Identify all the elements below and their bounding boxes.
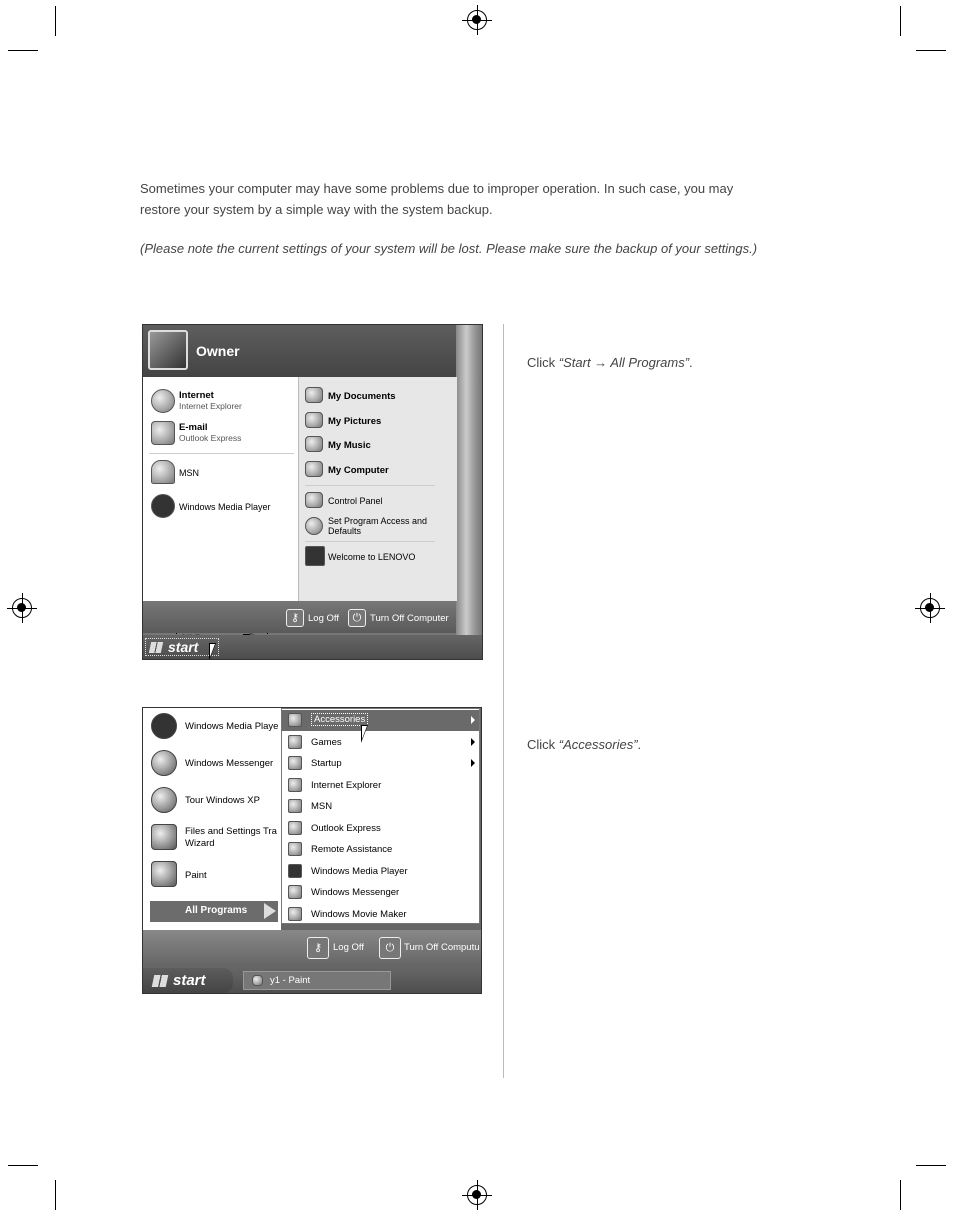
files-settings-icon [151,824,177,850]
menu-item-label-2: Wizard [185,838,215,849]
mouse-cursor-icon [361,725,375,743]
desktop-background [456,325,482,635]
menu-item-label: Games [311,737,342,748]
pinned-programs-panel [143,377,298,601]
messenger-icon [151,750,177,776]
menu-item-welcome-lenovo[interactable] [305,546,453,568]
places-panel [298,377,457,601]
turn-off-computer-button[interactable]: Turn Off Computu [404,942,480,953]
menu-item-outlook-express[interactable] [282,818,479,839]
menu-item-internet[interactable] [149,387,294,415]
paint-icon [252,975,263,986]
menu-item-label: MSN [311,801,333,812]
step-2-suffix: . [637,737,642,752]
menu-item-program-access[interactable] [305,515,453,539]
crop-mark [900,6,901,36]
menu-item-label: Paint [185,870,207,881]
menu-item-label: Windows Movie Maker [311,909,407,920]
media-player-icon [151,713,177,739]
registration-mark-icon [467,10,487,30]
media-player-icon [151,494,175,518]
menu-item-files-settings[interactable] [149,821,281,855]
registration-mark-icon [12,598,32,618]
all-programs-arrow-icon [264,903,276,919]
step-2-instruction [527,737,641,752]
folder-icon [305,387,323,403]
crop-mark [8,50,38,51]
paint-icon [151,861,177,887]
menu-item-label: Welcome to LENOVO [328,552,416,562]
menu-item-label: Windows Messenger [185,758,274,769]
menu-item-media-player[interactable] [149,711,281,741]
menu-item-control-panel[interactable] [305,492,453,512]
windows-flag-icon [149,642,163,653]
step-1-instruction [527,355,693,370]
separator [305,541,435,542]
program-group-icon [288,713,302,727]
menu-item-internet-explorer[interactable] [282,775,479,796]
menu-item-my-documents[interactable] [305,387,453,407]
menu-item-label: Set Program Access and [328,516,428,526]
menu-item-email[interactable] [149,419,294,447]
step-1-action: “Start → All Programs” [558,355,690,370]
menu-item-messenger[interactable] [149,748,281,778]
menu-item-title: MSN [179,468,199,478]
start-menu-footer [143,930,482,966]
menu-item-media-player[interactable] [149,493,294,519]
step-2-action: “Accessories” [558,737,638,752]
menu-item-label: My Documents [328,391,396,402]
all-programs-button[interactable] [150,901,278,922]
all-programs-label: All Programs [185,905,248,916]
taskbar [143,968,482,993]
separator [305,485,435,486]
menu-item-label: Remote Assistance [311,844,393,855]
folder-icon [305,412,323,428]
menu-item-startup[interactable] [282,753,479,774]
menu-item-label: Control Panel [328,496,383,506]
crop-mark [55,6,56,36]
separator [149,453,294,454]
power-icon[interactable]: ⏻ [379,937,401,959]
program-group-icon [288,756,302,770]
menu-item-label: Files and Settings Tra [185,826,277,837]
menu-item-msn[interactable] [149,459,294,485]
tour-icon [151,787,177,813]
mouse-cursor-icon [209,643,223,660]
menu-item-label: My Music [328,440,371,451]
step-1-suffix: . [689,355,693,370]
start-label: start [168,639,199,655]
menu-item-label: Accessories [311,713,368,726]
step-2-prefix: Click [527,737,559,752]
log-off-button[interactable]: Log Off [333,942,364,953]
menu-item-label: Startup [311,758,342,769]
program-group-icon [288,735,302,749]
remote-assistance-icon [288,842,302,856]
submenu-arrow-icon [471,738,475,746]
programs-submenu [281,708,480,924]
start-label: start [173,972,206,989]
taskbar-button-paint[interactable] [243,971,391,990]
menu-item-subtitle: Outlook Express [179,433,242,443]
menu-item-label: Windows Media Playe [185,721,279,732]
control-panel-icon [305,492,323,508]
turn-off-computer-button[interactable]: Turn Off Computer [370,613,449,624]
submenu-arrow-icon [471,716,475,724]
media-player-icon [288,864,302,878]
menu-item-title: Windows Media Player [179,502,271,512]
submenu-arrow-icon [471,759,475,767]
start-menu-footer [143,601,456,633]
outlook-express-icon [288,821,302,835]
intro-line-2: restore your system by a simple way with the system backup. [140,202,493,217]
movie-maker-icon [288,907,302,921]
crop-mark [916,50,946,51]
start-menu-header [143,325,456,377]
internet-explorer-icon [151,389,175,413]
user-name: Owner [196,343,240,359]
pinned-programs-panel [143,708,281,930]
step-1-prefix: Click [527,355,559,370]
messenger-icon [288,885,302,899]
menu-item-title: Internet [179,390,214,401]
user-avatar-icon[interactable] [148,330,188,370]
lenovo-icon [305,546,325,566]
menu-item-accessories[interactable] [282,710,479,731]
warning-note: (Please note the current settings of your system will be lost. Please make sure the backup of your settings.) [140,241,758,256]
windows-flag-icon [152,975,169,987]
registration-mark-icon [920,598,940,618]
menu-item-remote-assistance[interactable] [282,839,479,860]
key-icon[interactable]: ⚷ [286,609,304,627]
power-icon[interactable]: ⏻ [348,609,366,627]
registration-mark-icon [467,1185,487,1205]
start-menu-screenshot [142,324,483,660]
menu-item-label: Tour Windows XP [185,795,260,806]
taskbar-button-label: y1 - Paint [270,975,311,986]
menu-item-my-computer[interactable] [305,461,453,481]
menu-item-label: My Computer [328,465,389,476]
key-icon[interactable]: ⚷ [307,937,329,959]
computer-icon [305,461,323,477]
menu-item-windows-movie-maker[interactable] [282,904,479,925]
folder-icon [305,436,323,452]
menu-item-my-music[interactable] [305,436,453,456]
menu-item-msn[interactable] [282,796,479,817]
menu-item-label: Windows Media Player [311,866,408,877]
menu-item-tour-windows[interactable] [149,785,281,815]
menu-item-subtitle: Internet Explorer [179,401,242,411]
crop-mark [916,1165,946,1166]
menu-item-windows-media-player[interactable] [282,861,479,882]
log-off-button[interactable]: Log Off [308,613,339,624]
msn-butterfly-icon [288,799,302,813]
start-button[interactable] [143,968,233,993]
menu-item-my-pictures[interactable] [305,412,453,432]
start-button[interactable] [145,638,219,656]
menu-item-label: My Pictures [328,416,382,427]
intro-line-1: Sometimes your computer may have some problems due to improper operation. In such case, you may [140,181,734,196]
menu-item-label-2: Defaults [328,526,362,536]
msn-butterfly-icon [151,460,175,484]
internet-explorer-icon [288,778,302,792]
crop-mark [8,1165,38,1166]
all-programs-screenshot [142,707,482,994]
menu-item-label: Internet Explorer [311,780,382,791]
menu-item-games[interactable] [282,732,479,753]
menu-item-label: Outlook Express [311,823,381,834]
menu-item-title: E-mail [179,422,208,433]
column-divider [503,324,504,1078]
crop-mark [900,1180,901,1210]
menu-item-label: Windows Messenger [311,887,400,898]
intro-paragraph [140,178,820,220]
crop-mark [55,1180,56,1210]
outlook-express-icon [151,421,175,445]
globe-icon [305,517,323,535]
menu-item-paint[interactable] [149,859,281,891]
menu-item-windows-messenger[interactable] [282,882,479,903]
